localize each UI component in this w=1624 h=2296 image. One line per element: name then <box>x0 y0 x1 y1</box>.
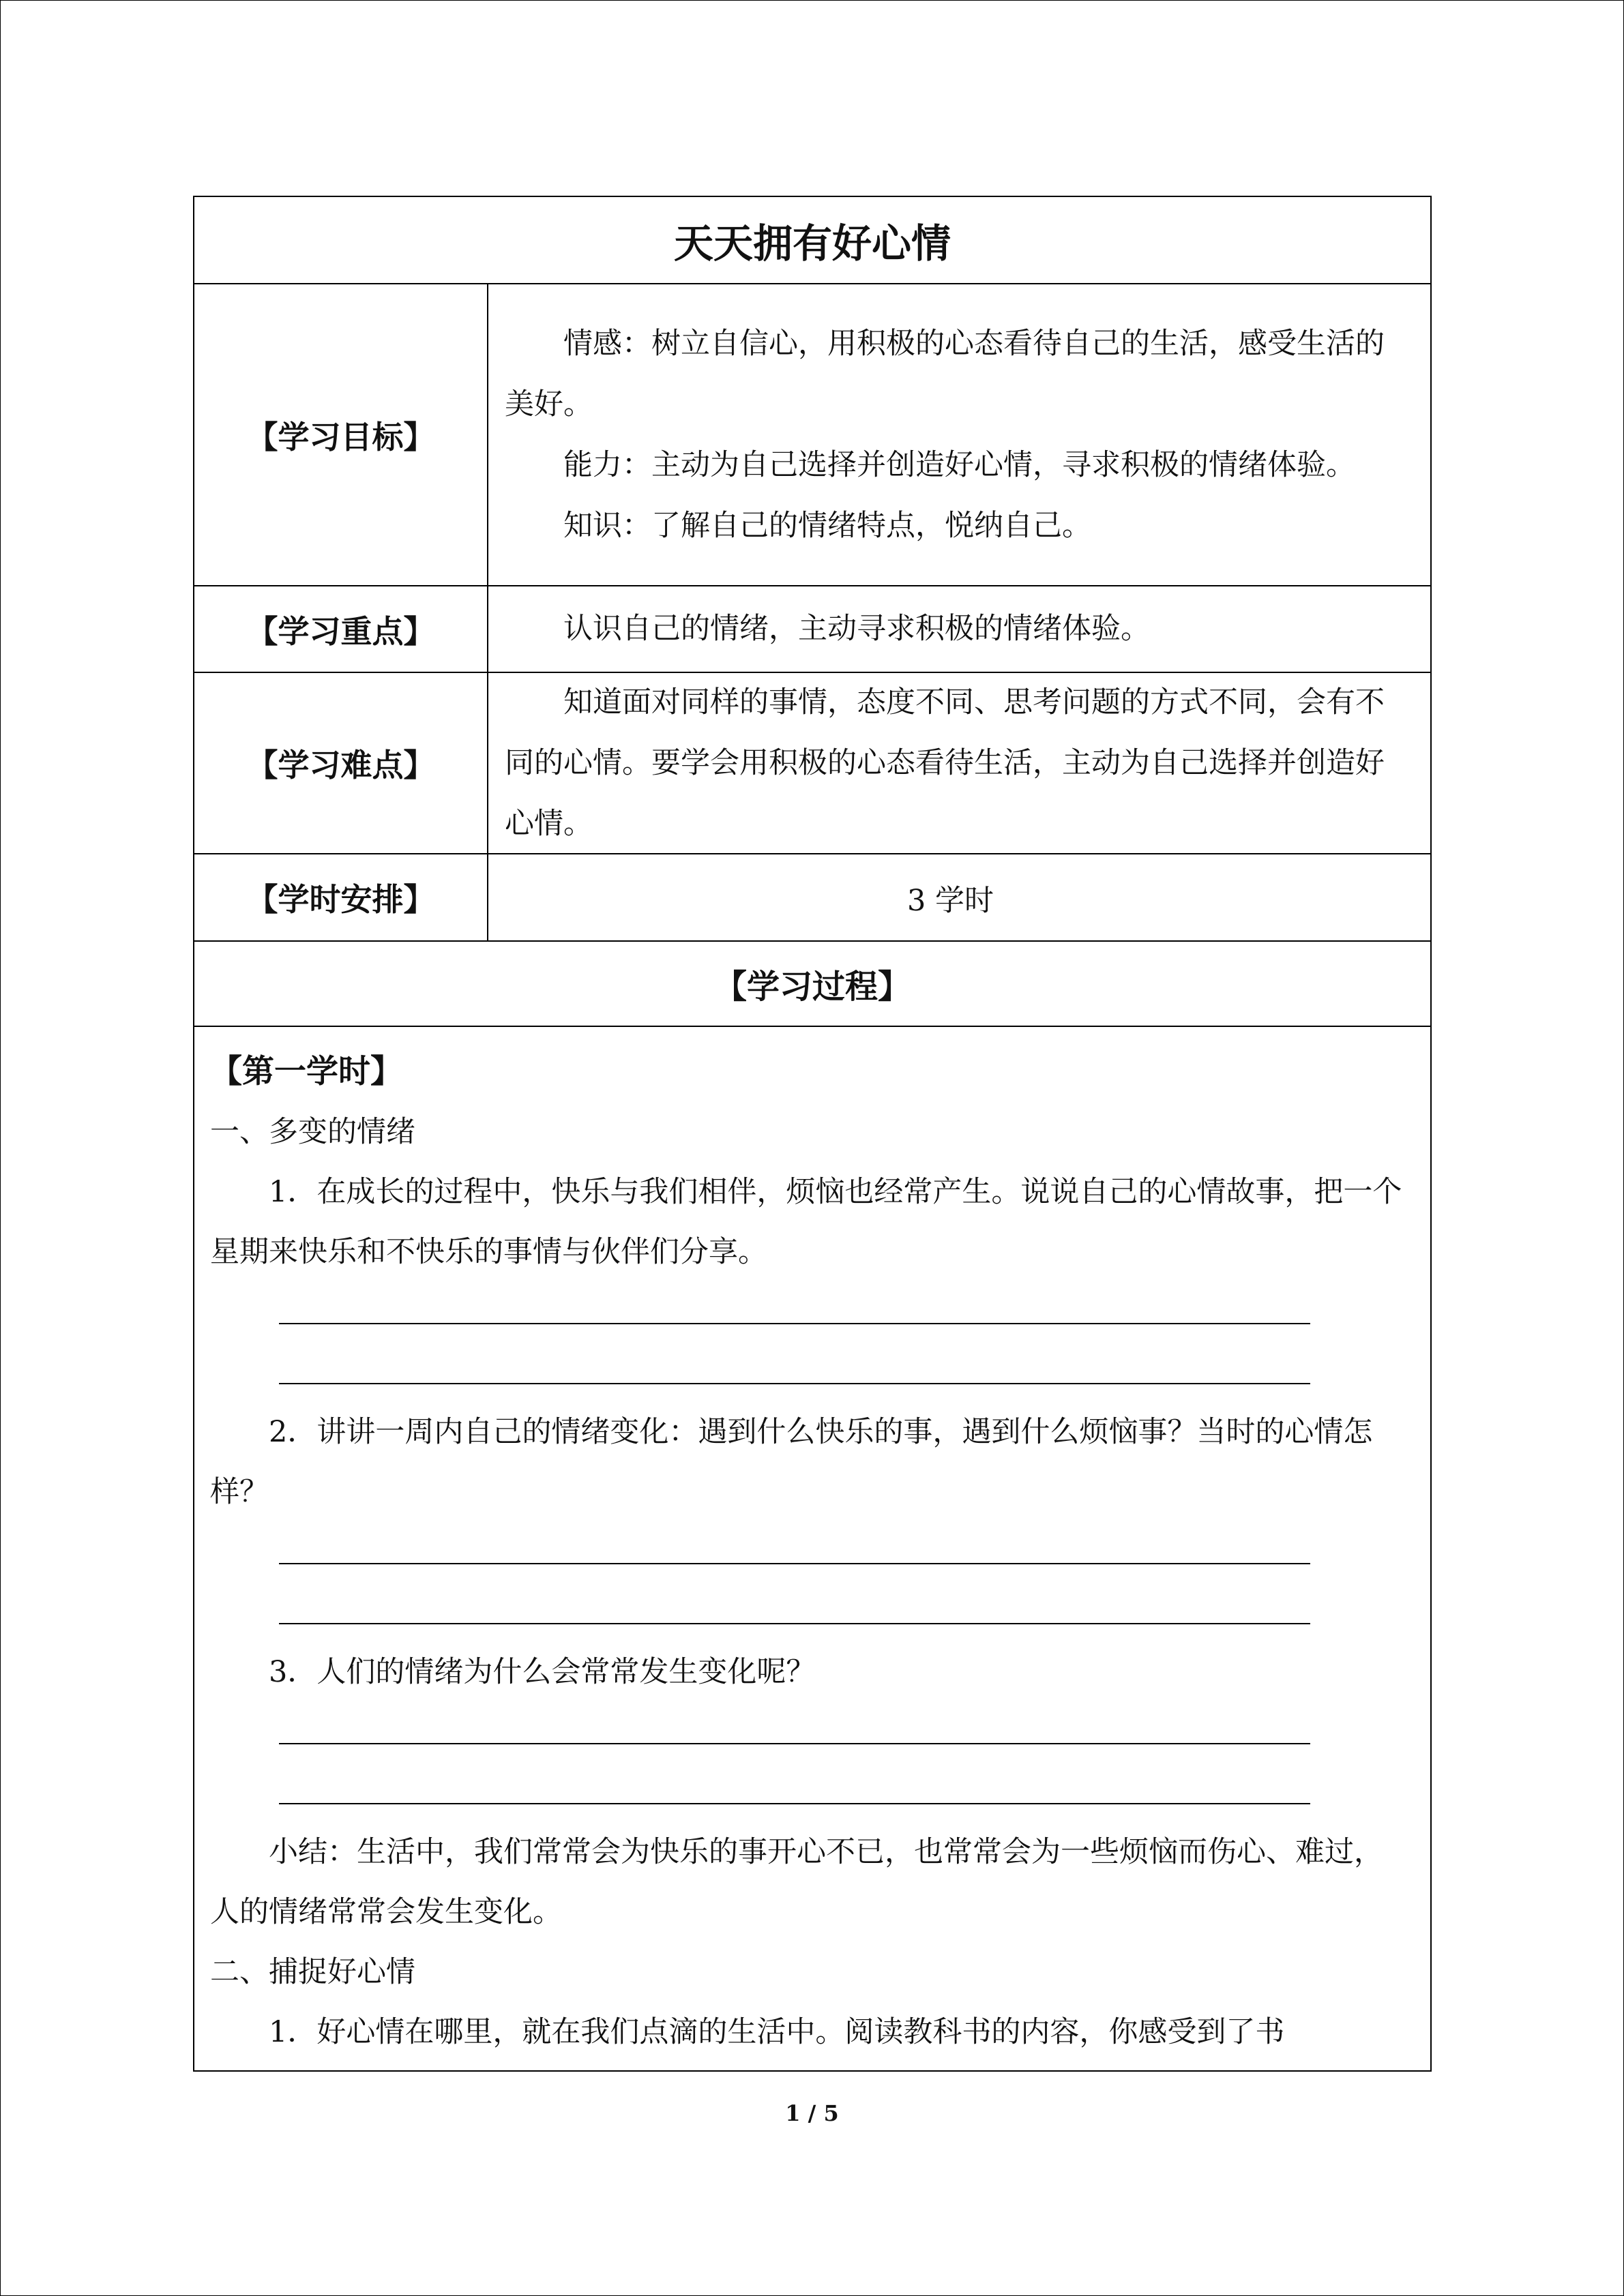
key-points-label: 【学习重点】 <box>194 586 488 672</box>
session-title: 【第一学时】 <box>210 1053 402 1090</box>
summary: 小结：生活中，我们常常会为快乐的事开心不已，也常常会为一些烦恼而伤心、难过，人的情绪常常会发生变化。 <box>210 1835 1383 1929</box>
process-row <box>194 1026 1430 2070</box>
answer-line[interactable] <box>210 1582 1406 1642</box>
question-3: 3．人们的情绪为什么会常常发生变化呢？ <box>269 1655 816 1689</box>
section-heading-2: 二、捕捉好心情 <box>210 1955 415 1989</box>
difficulties-label: 【学习难点】 <box>194 673 488 853</box>
question-1: 1．在成长的过程中，快乐与我们相伴，烦恼也经常产生。说说自己的心情故事，把一个星期来快乐和不快乐的事情与伙伴们分享。 <box>210 1175 1402 1269</box>
lesson-title: 天天拥有好心情 <box>673 220 951 267</box>
answer-line[interactable] <box>210 1522 1406 1582</box>
page-number: 1 / 5 <box>785 2100 839 2126</box>
objectives-row <box>194 283 1430 585</box>
objective-ability: 能力：主动为自己选择并创造好心情，寻求积极的情绪体验。 <box>563 447 1355 482</box>
schedule-label: 【学时安排】 <box>194 854 488 940</box>
schedule-row <box>194 853 1430 940</box>
key-points-row <box>194 585 1430 672</box>
difficulties-row <box>194 672 1430 853</box>
answer-line[interactable] <box>210 1342 1406 1402</box>
answer-line[interactable] <box>210 1762 1406 1822</box>
difficulties-text: 知道面对同样的事情，态度不同、思考问题的方式不同，会有不同的心情。要学会用积极的心态看待生活，主动为自己选择并创造好心情。 <box>505 685 1385 841</box>
process-heading: 【学习过程】 <box>194 940 1430 1026</box>
question-2: 2．讲讲一周内自己的情绪变化：遇到什么快乐的事，遇到什么烦恼事？当时的心情怎样？ <box>210 1415 1373 1509</box>
objective-emotion: 情感：树立自信心，用积极的心态看待自己的生活，感受生活的美好。 <box>505 326 1385 421</box>
key-points-content <box>488 586 1430 672</box>
difficulties-content <box>488 673 1430 853</box>
answer-line[interactable] <box>210 1702 1406 1762</box>
schedule-text: 3 学时 <box>906 883 994 918</box>
objectives-content <box>488 284 1430 585</box>
answer-line[interactable] <box>210 1282 1406 1342</box>
objectives-label: 【学习目标】 <box>194 284 488 585</box>
key-points-text: 认识自己的情绪，主动寻求积极的情绪体验。 <box>563 612 1150 646</box>
process-content <box>194 1027 1430 2070</box>
question-4: 1．好心情在哪里，就在我们点滴的生活中。阅读教科书的内容，你感受到了书 <box>269 2015 1285 2049</box>
lesson-table <box>193 196 1432 2072</box>
objective-knowledge: 知识：了解自己的情绪特点，悦纳自己。 <box>563 508 1091 543</box>
schedule-content <box>488 854 1430 940</box>
section-heading-1: 一、多变的情绪 <box>210 1115 415 1149</box>
